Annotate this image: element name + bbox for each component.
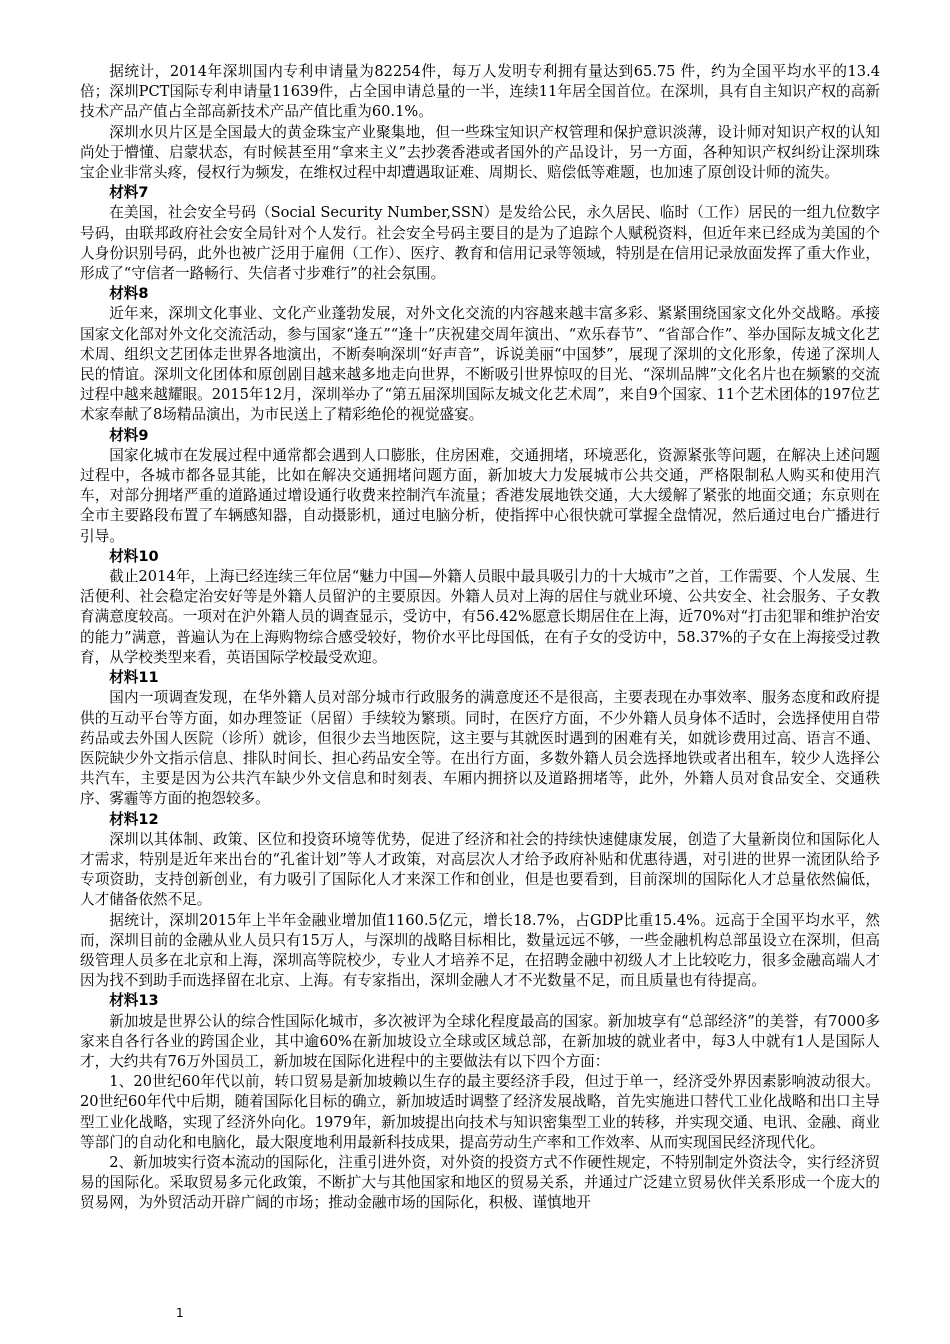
section-heading: 材料7 [109, 184, 149, 202]
paragraph: 截止2014年，上海已经连续三年位居“魅力中国—外籍人员眼中最具吸引力的十大城市”之首，工作需要、个人发展、生活便利、社会稳定治安好等是外籍人员留沪的主要原因。外籍人员对上海的居住与就业环境、公共安全、社会服务、子女教育满意度较高。一项对在沪外籍人员的调查显示，受访中，有56.42%愿意长期居住在上海，近70%对“打击犯罪和维护治安的能力”满意，普遍认为在上海购物综合感受较好，物价水平比母国低，在有子女的受访中，58.37%的子女在上海接受过教育，从学校类型来看，英语国际学校最受欢迎。 [80, 568, 880, 666]
section-heading: 材料10 [109, 547, 159, 565]
section-heading: 材料11 [109, 669, 159, 687]
paragraph: 近年来，深圳文化事业、文化产业蓬勃发展，对外文化交流的内容越来越丰富多彩、紧紧围绕国家文化外交战略。承接国家文化部对外文化交流活动，参与国家“逢五”“逢十”庆祝建交周年演出、“欢乐春节”、“省部合作”、举办国际友城文化艺术周、组织文艺团体走世界各地演出，不断奏响深圳“好声音”，诉说美丽“中国梦”，展现了深圳的文化形象，传递了深圳人民的情谊。深圳文化团体和原创剧目越来越多地走向世界，不断吸引世界惊叹的目光、“深圳品牌”文化名片也在频繁的交流过程中越来越耀眼。2015年12月，深圳举办了“第五届深圳国际友城文化艺术周”，来自9个国家、11个艺术团体的197位艺术家奉献了8场精品演出，为市民送上了精彩绝伦的视觉盛宴。 [80, 305, 880, 424]
section-heading: 材料8 [109, 285, 149, 303]
paragraph: 据统计，深圳2015年上半年金融业增加值1160.5亿元，增长18.7%，占GDP比重15.4%。远高于全国平均水平，然而，深圳目前的金融从业人员只有15万人，与深圳的战略目标相比，数量远远不够，一些金融机构总部虽设立在深圳，但高级管理人员多在北京和上海，深圳高等院校少，专业人才培养不足，在招聘金融中初级人才上比较吃力，很多金融高端人才因为找不到助手而选择留在北京、上海。有专家指出，深圳金融人才不光数量不足，而且质量也有待提高。 [80, 911, 880, 990]
section-heading: 材料9 [109, 426, 149, 444]
section-heading: 材料13 [109, 992, 159, 1010]
paragraph: 新加坡是世界公认的综合性国际化城市，多次被评为全球化程度最高的国家。新加坡享有“总部经济”的美誉，有7000多家来自各行各业的跨国企业，其中逾60%在新加坡设立全球或区域总部，在新加坡的就业者中，每3人中就有1人是国际人才，大约共有76万外国员工，新加坡在国际化进程中的主要做法有以下四个方面： [80, 1012, 880, 1070]
paragraph: 国内一项调查发现，在华外籍人员对部分城市行政服务的满意度还不是很高，主要表现在办事效率、服务态度和政府提供的互动平台等方面，如办理签证（居留）手续较为繁琐。同时，在医疗方面，不少外籍人员身体不适时，会选择使用自带药品或去外国人医院（诊所）就诊，但很少去当地医院，这主要与其就医时遇到的困难有关，如就诊费用过高、语言不通、医院缺少外文指示信息、排队时间长、担心药品安全等。在出行方面，多数外籍人员会选择地铁或者出租车，较少人选择公共汽车，主要是因为公共汽车缺少外文信息和时刻表、车厢内拥挤以及道路拥堵等，此外，外籍人员对食品安全、交通秩序、雾霾等方面的抱怨较多。 [80, 689, 880, 808]
paragraph: 深圳水贝片区是全国最大的黄金珠宝产业聚集地，但一些珠宝知识产权管理和保护意识淡薄，设计师对知识产权的认知尚处于懵懂、启蒙状态，有时候甚至用“拿来主义”去抄袭香港或者国外的产品设计，另一方面，各种知识产权纠纷让深圳珠宝企业非常头疼，侵权行为频发，在维权过程中却遭遇取证难、周期长、赔偿低等难题，也加速了原创设计师的流失。 [80, 123, 880, 182]
document-body [80, 62, 880, 1214]
paragraph: 深圳以其体制、政策、区位和投资环境等优势，促进了经济和社会的持续快速健康发展，创造了大量新岗位和国际化人才需求，特别是近年来出台的“孔雀计划”等人才政策，对高层次人才给予政府补贴和优惠待遇，对引进的世界一流团队给予专项资助，支持创新创业，有力吸引了国际化人才来深工作和创业，但是也要看到，目前深圳的国际化人才总量依然偏低，人才储备依然不足。 [80, 830, 880, 909]
paragraph: 1、20世纪60年代以前，转口贸易是新加坡赖以生存的最主要经济手段，但过于单一，经济受外界因素影响波动很大。20世纪60年代中后期，随着国际化目标的确立，新加坡适时调整了经济发展战略，首先实施进口替代工业化战略和出口主导型工业化战略，实现了经济外向化。1979年，新加坡提出向技术与知识密集型工业的转移，并实现交通、电讯、金融、商业等部门的自动化和电脑化，最大限度地利用最新科技成果，提高劳动生产率和工作效率、从而实现国民经济现代化。 [80, 1073, 880, 1151]
paragraph: 国家化城市在发展过程中通常都会遇到人口膨胀，住房困难，交通拥堵，环境恶化，资源紧张等问题，在解决上述问题过程中，各城市都各显其能，比如在解决交通拥堵问题方面，新加坡大力发展城市公共交通，严格限制私人购买和使用汽车，对部分拥堵严重的道路通过增设通行收费来控制汽车流量；香港发展地铁交通，大大缓解了紧张的地面交通；东京则在全市主要路段布置了车辆感知器，自动摄影机，通过电脑分析，使指挥中心很快就可掌握全盘情况，然后通过电台广播进行引导。 [80, 446, 880, 545]
paragraph: 在美国，社会安全号码（Social Security Number,SSN）是发给公民，永久居民、临时（工作）居民的一组九位数字号码，由联邦政府社会安全局针对个人发行。社会安全号码主要目的是为了追踪个人赋税资料，但近年来已经成为美国的个人身份识别号码，此外也被广泛用于雇佣（工作）、医疗、教育和信用记录等领域，特别是在信用记录放面发挥了重大作业，形成了“守信者一路畅行、失信者寸步难行”的社会氛围。 [80, 204, 880, 283]
paragraph: 据统计，2014年深圳国内专利申请量为82254件，每万人发明专利拥有量达到65.75 件，约为全国平均水平的13.4倍；深圳PCT国际专利申请量11639件，占全国申请总量的一半，连续11年居全国首位。在深圳，具有自主知识产权的高新技术产品产值占全部高新技术产品产值比重为60.1%。 [80, 63, 880, 121]
section-heading: 材料12 [109, 810, 159, 828]
page-number: 1 [176, 1306, 184, 1320]
paragraph: 2、新加坡实行资本流动的国际化，注重引进外资，对外资的投资方式不作硬性规定，不特别制定外资法令，实行经济贸易的国际化。采取贸易多元化政策，不断扩大与其他国家和地区的贸易关系，并通过广泛建立贸易伙伴关系形成一个庞大的贸易网，为外贸活动开辟广阔的市场；推动金融市场的国际化，积极、谨慎地开 [80, 1153, 880, 1212]
